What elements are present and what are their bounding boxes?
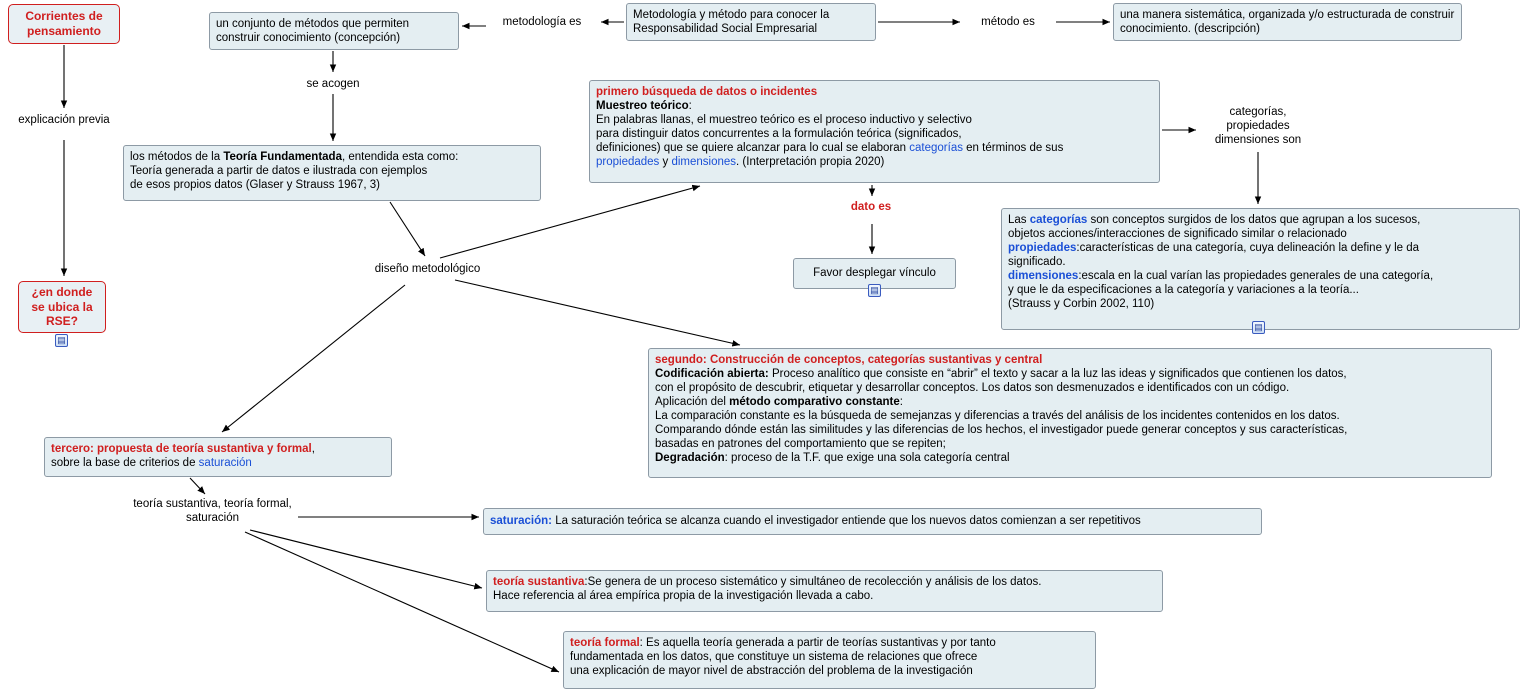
node-segundo-heading: segundo: Construcción de conceptos, categorías sustantivas y central (655, 354, 1043, 366)
text-fragment: : (899, 396, 903, 409)
node-metodos-line2: Teoría generada a partir de datos e ilustrada con ejemplos (130, 165, 428, 178)
text-fragment-bold-blue: propiedades (1008, 242, 1077, 255)
node-segundo-line4: La comparación constante es la búsqueda de semejanzas y diferencias a través del análisis de los incidentes contenidos en los datos. (655, 410, 1340, 423)
node-teoria-formal-line2: fundamentada en los datos, que constituye un sistema de relaciones que ofrece (570, 651, 978, 664)
edge-label-metodologia-es: metodología es (502, 16, 582, 28)
text-fragment: definiciones) que se quiere alcanzar para lo cual se elaboran (596, 142, 910, 155)
node-tercero-heading (51, 442, 385, 456)
text-fragment: son conceptos surgidos de los datos que agrupan a los sucesos, (1087, 214, 1421, 226)
node-teoria-sust-line1 (493, 575, 1156, 589)
text-fragment-bold: Muestreo teórico (596, 100, 689, 113)
node-primero-line2: para distinguir datos concurrentes a la formulación teórica (significados, (596, 128, 962, 141)
node-catdef-line6: y que le da especificaciones a la categoría y variaciones a la teoría... (1008, 284, 1359, 297)
edge-label-explicacion-previa: explicación previa (18, 114, 110, 126)
node-metodologia-y-metodo[interactable] (626, 3, 876, 41)
text-fragment: , (311, 443, 315, 455)
node-segundo-line3 (655, 395, 1485, 409)
node-donde-se-ubica-rse[interactable] (18, 281, 106, 333)
text-fragment: Proceso analítico que consiste en “abrir” el texto y sacar a la luz las ideas y significados que contienen los datos, (768, 368, 1347, 381)
attachment-icon[interactable] (55, 334, 68, 347)
edge-label-dato-es: dato es (850, 201, 892, 213)
text-fragment: : Es aquella teoría generada a partir de teorías sustantivas y por tanto (639, 637, 996, 649)
node-catdef-line2: objetos acciones/interacciones de significado similar o relacionado (1008, 228, 1347, 241)
text-fragment-bold-red: tercero: propuesta de teoría sustantiva y formal (51, 443, 312, 455)
text-fragment-bold-blue: saturación: (490, 515, 552, 528)
text-fragment-bold: Codificación abierta: (655, 368, 769, 381)
edge-label-metodo-es: método es (981, 16, 1035, 28)
text-fragment: en términos de sus (962, 142, 1064, 155)
edge-label-se-acogen: se acogen (306, 78, 360, 90)
node-segundo-line7 (655, 451, 1485, 465)
node-primero-line3 (596, 141, 1153, 155)
text-fragment: y (659, 156, 672, 169)
node-catdef-line3 (1008, 241, 1513, 255)
node-primero-line1: En palabras llanas, el muestreo teórico es el proceso inductivo y selectivo (596, 114, 972, 127)
node-teoria-formal-line1 (570, 636, 1089, 650)
node-primero-busqueda-datos[interactable] (589, 80, 1160, 183)
text-fragment-bold-red: teoría sustantiva (493, 576, 585, 588)
node-catdef-line7: (Strauss y Corbin 2002, 110) (1008, 298, 1155, 311)
text-fragment-link[interactable]: categorías (909, 142, 963, 155)
node-saturacion-definicion[interactable] (483, 508, 1262, 535)
node-favor-label: Favor desplegar vínculo (813, 267, 936, 280)
node-metodos-teoria-fundamentada[interactable] (123, 145, 541, 201)
text-fragment: :Se genera de un proceso sistemático y simultáneo de recolección y análisis de los datos. (584, 576, 1042, 588)
edge-label-categorias-propiedades-dimensiones-son: categorías, propiedades dimensiones son (1214, 106, 1302, 146)
text-fragment-link[interactable]: dimensiones (671, 156, 737, 169)
node-teoria-sust-line2: Hace referencia al área empírica propia de la investigación llevada a cabo. (493, 590, 874, 603)
node-segundo-line6: basadas en patrones del comportamiento que se repiten; (655, 438, 946, 451)
text-fragment-bold: método comparativo constante (729, 396, 900, 409)
node-corrientes-label: Corrientes de pensamiento (25, 9, 103, 38)
text-fragment: sobre la base de criterios de (51, 457, 199, 470)
attachment-icon[interactable] (868, 284, 881, 297)
node-catdef-line5 (1008, 269, 1513, 283)
text-fragment: : (688, 100, 692, 113)
text-fragment: :escala en la cual varían las propiedades generales de una categoría, (1078, 270, 1434, 283)
text-fragment: La saturación teórica se alcanza cuando el investigador entiende que los nuevos datos comienzan a ser repetitivos (552, 515, 1141, 528)
text-fragment: :características de una categoría, cuya delineación la define y le da (1076, 242, 1420, 255)
text-fragment-bold-blue: dimensiones (1008, 270, 1079, 283)
text-fragment: Aplicación del (655, 396, 730, 409)
node-tercero-propuesta-teoria[interactable] (44, 437, 392, 477)
node-metodos-line1 (130, 150, 534, 164)
node-categorias-propiedades-dimensiones-definicion[interactable] (1001, 208, 1520, 330)
node-segundo-line2: con el propósito de descubrir, etiquetar y desarrollar conceptos. Los datos son desmenuzados e identificados con un código. (655, 382, 1290, 395)
node-primero-subheading (596, 99, 1153, 113)
edge-label-teoria-sustantiva-formal-saturacion: teoría sustantiva, teoría formal, saturación (133, 498, 292, 524)
text-fragment: : proceso de la T.F. que exige una sola categoría central (724, 452, 1010, 465)
node-segundo-construccion-conceptos[interactable] (648, 348, 1492, 478)
node-manera-label: una manera sistemática, organizada y/o estructurada de construir conocimiento. (descripción) (1120, 9, 1455, 36)
node-segundo-line5: Comparando dónde están las similitudes y las diferencias de los hechos, el investigador puede generar conceptos y sus características, (655, 424, 1348, 437)
edge-label-diseno-metodologico: diseño metodológico (374, 263, 481, 275)
text-fragment: los métodos de la (130, 151, 224, 163)
text-fragment: . (Interpretación propia 2020) (736, 156, 885, 169)
node-tercero-line2 (51, 456, 385, 470)
node-conjunto-label: un conjunto de métodos que permiten construir conocimiento (concepción) (216, 18, 410, 45)
node-catdef-line1 (1008, 213, 1513, 227)
text-fragment-link[interactable]: saturación (198, 457, 252, 470)
node-catdef-line4: significado. (1008, 256, 1066, 269)
text-fragment: , entendida esta como: (341, 151, 459, 163)
node-saturacion-text (490, 514, 1141, 528)
text-fragment-bold: Degradación (655, 452, 725, 465)
attachment-icon[interactable] (1252, 321, 1265, 334)
node-metodos-line3: de esos propios datos (Glaser y Strauss 1967, 3) (130, 179, 380, 192)
node-manera-sistematica[interactable] (1113, 3, 1462, 41)
node-primero-line4 (596, 155, 1153, 169)
node-teoria-formal-definicion[interactable] (563, 631, 1096, 689)
node-segundo-line1 (655, 367, 1485, 381)
node-corrientes-de-pensamiento[interactable] (8, 4, 120, 44)
node-donde-label: ¿en donde se ubica la RSE? (31, 285, 93, 329)
text-fragment-bold-blue: categorías (1029, 214, 1088, 226)
text-fragment-bold-red: teoría formal (570, 637, 640, 649)
node-title-label: Metodología y método para conocer la Responsabilidad Social Empresarial (633, 9, 830, 36)
text-fragment-bold: Teoría Fundamentada (223, 151, 342, 163)
node-teoria-formal-line3: una explicación de mayor nivel de abstracción del problema de la investigación (570, 665, 973, 678)
text-fragment: Las (1008, 214, 1030, 226)
node-primero-heading: primero búsqueda de datos o incidentes (596, 86, 818, 98)
node-conjunto-de-metodos[interactable] (209, 12, 459, 50)
node-teoria-sustantiva-definicion[interactable] (486, 570, 1163, 612)
text-fragment-link[interactable]: propiedades (596, 156, 660, 169)
